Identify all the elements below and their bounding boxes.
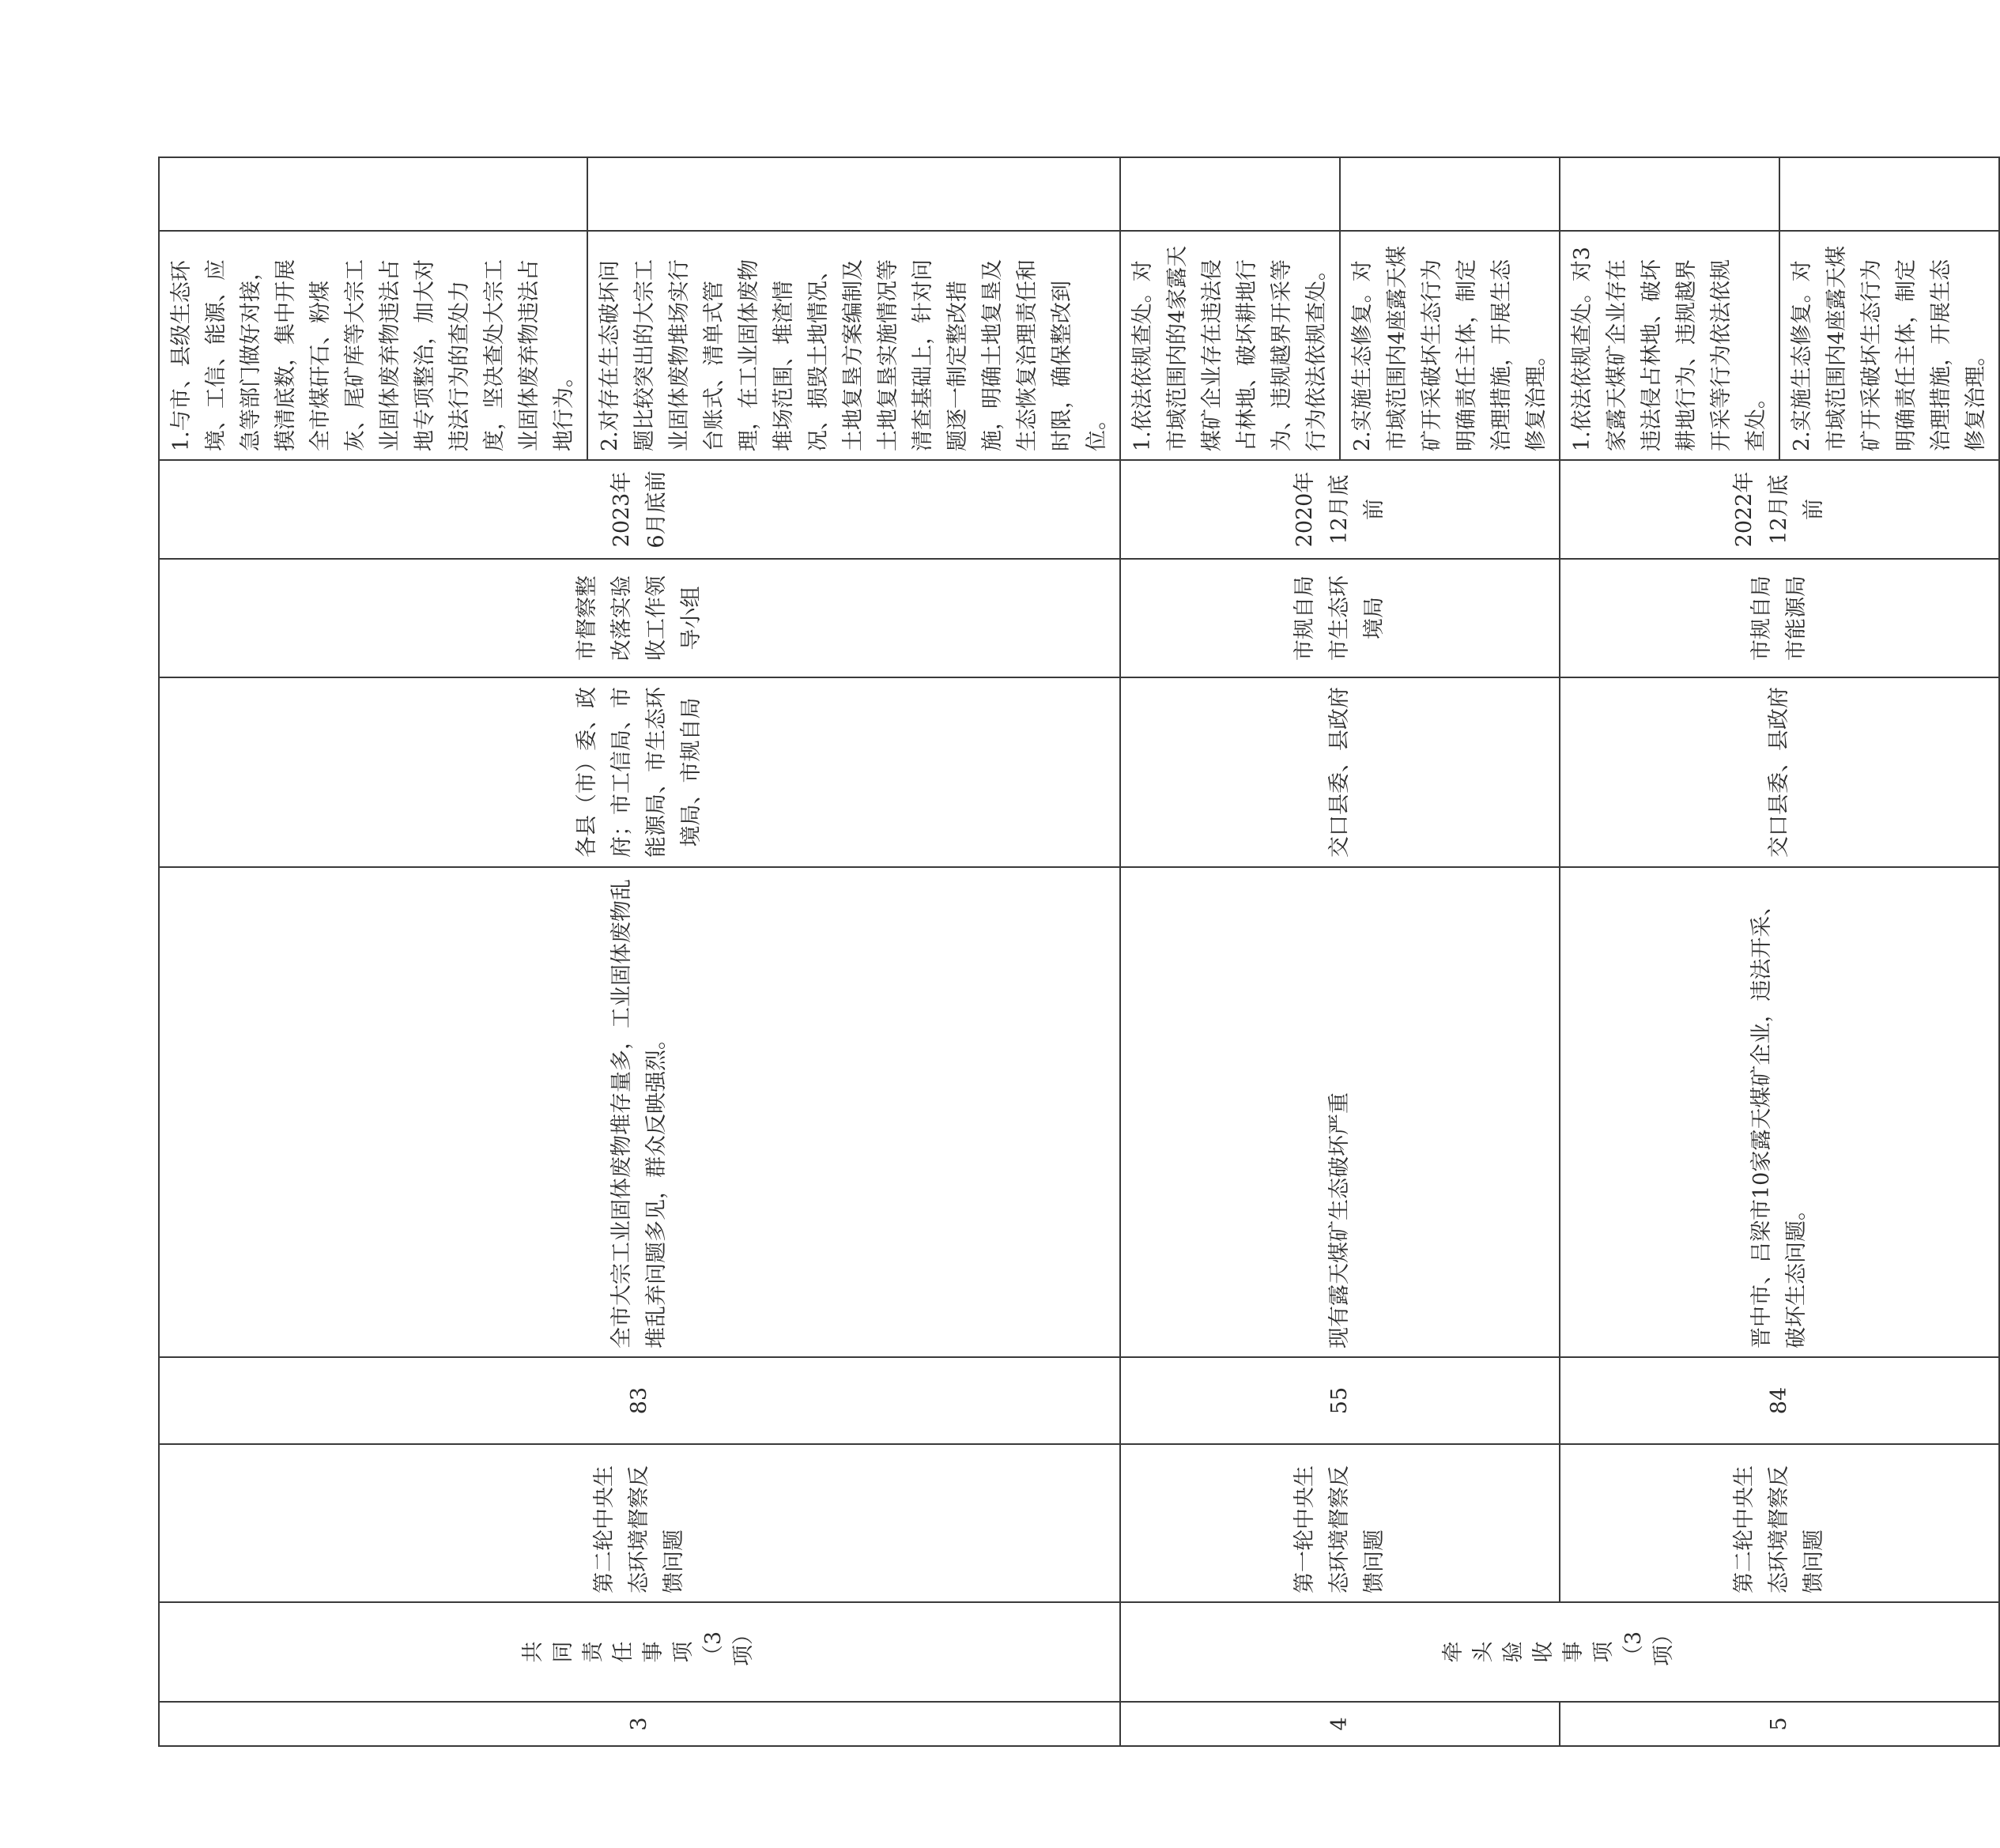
row-number: 5 <box>1560 1702 1999 1746</box>
row-number: 3 <box>159 1702 1120 1746</box>
responsible-units: 交口县委、县政府 <box>1120 677 1560 867</box>
measure-text: 2.对存在生态破坏问题比较突出的大宗工业固体废物堆场实行台账式、清单式管理，在工业固体废物堆场范围、堆渣情况、损毁土地情况、土地复垦方案编制及土地复垦实施情况等清查基础上，针对问题逐一制定整改措施，明确土地复垦及生态恢复治理责任和时限，确保整改到位。 <box>598 259 1109 451</box>
problem-description: 全市大宗工业固体废物堆存量多，工业固体废物乱堆乱弃问题多见，群众反映强烈。 <box>159 867 1120 1357</box>
rectification-table <box>158 157 2000 1747</box>
lead-unit: 市规自局市生态环境局 <box>1120 559 1560 677</box>
lead-unit: 市规自局市能源局 <box>1560 559 1999 677</box>
source-cell: 第一轮中央生态环境督察反馈问题 <box>1120 1444 1560 1602</box>
category-label: 牵头验收事项（3项） <box>1440 1624 1676 1666</box>
responsible-units: 各县（市）委、政府；市工信局、市能源局、市生态环境局、市规自局 <box>159 677 1120 867</box>
measure-text: 2.实施生态修复。对市域范围内4座露天煤矿开采破坏生态行为明确责任主体，制定治理措施，开展生态修复治理。 <box>1350 245 1549 451</box>
measure-item <box>159 231 587 460</box>
category-label: 共同责任事项（3项） <box>520 1624 756 1666</box>
item-number: 83 <box>159 1357 1120 1444</box>
lead-unit: 市督察整改落实验收工作领导小组 <box>159 559 1120 677</box>
remarks-cell <box>587 157 1120 231</box>
remarks-cell <box>1560 157 1779 231</box>
deadline: 2023年6月底前 <box>159 460 1120 559</box>
measure-text: 1.依法依规查处。对市域范围内的4家露天煤矿企业存在违法侵占林地、破坏耕地行为、违规越界开采等行为依法依规查处。 <box>1130 245 1329 451</box>
measure-text: 1.依法依规查处。对3家露天煤矿企业存在违法侵占林地、破坏耕地行为、违规越界开采等行为依法依规查处。 <box>1570 247 1768 451</box>
measure-item <box>1120 231 1340 460</box>
measure-text: 2.实施生态修复。对市域范围内4座露天煤矿开采破坏生态行为明确责任主体，制定治理措施，开展生态修复治理。 <box>1790 245 1988 451</box>
responsible-units: 交口县委、县政府 <box>1560 677 1999 867</box>
measure-item <box>1560 231 1779 460</box>
remarks-cell <box>1340 157 1560 231</box>
source-cell: 第二轮中央生态环境督察反馈问题 <box>159 1444 1120 1602</box>
deadline: 2020年12月底前 <box>1120 460 1560 559</box>
table-row <box>1560 157 1779 1746</box>
rotated-table-wrapper <box>158 158 1988 1747</box>
remarks-cell <box>159 157 587 231</box>
measure-item <box>587 231 1120 460</box>
source-cell: 第二轮中央生态环境督察反馈问题 <box>1560 1444 1999 1602</box>
row-number: 4 <box>1120 1702 1560 1746</box>
item-number: 84 <box>1560 1357 1999 1444</box>
table-row <box>159 157 587 1746</box>
measure-text: 1.与市、县级生态环境、工信、能源、应急等部门做好对接，摸清底数，集中开展全市煤矸石、粉煤灰、尾矿库等大宗工业固体废弃物违法占地专项整治，加大对违法行为的查处力度，坚决查处大宗工业固体废弃物违法占地行为。 <box>169 259 576 451</box>
remarks-cell <box>1779 157 1999 231</box>
measure-item <box>1340 231 1560 460</box>
table-row <box>1120 157 1340 1746</box>
problem-description: 现有露天煤矿生态破坏严重 <box>1120 867 1560 1357</box>
category-cell <box>1120 1602 1999 1702</box>
item-number: 55 <box>1120 1357 1560 1444</box>
category-cell <box>159 1602 1120 1702</box>
remarks-cell <box>1120 157 1340 231</box>
problem-description: 晋中市、吕梁市10家露天煤矿企业，违法开采、破坏生态问题。 <box>1560 867 1999 1357</box>
measure-item <box>1779 231 1999 460</box>
deadline: 2022年12月底前 <box>1560 460 1999 559</box>
